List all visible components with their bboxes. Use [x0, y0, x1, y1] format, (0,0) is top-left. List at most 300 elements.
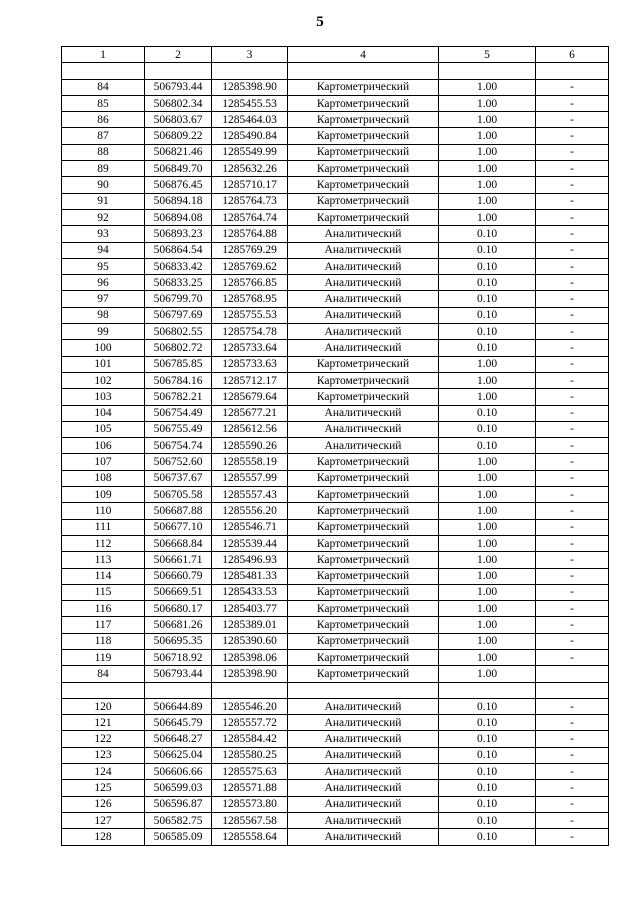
table-cell: 116: [62, 601, 145, 617]
table-cell: 506755.49: [145, 421, 212, 437]
table-cell: 111: [62, 519, 145, 535]
table-cell: Картометрический: [288, 584, 439, 600]
table-cell: -: [536, 487, 609, 503]
table-cell: 1.00: [439, 584, 536, 600]
table-cell: 1285433.53: [212, 584, 288, 600]
table-cell: Картометрический: [288, 617, 439, 633]
table-cell: 506894.08: [145, 209, 212, 225]
table-cell: 101: [62, 356, 145, 372]
table-row: [62, 324, 609, 340]
table-cell: 124: [62, 764, 145, 780]
table-cell: 127: [62, 812, 145, 828]
table-cell: 99: [62, 324, 145, 340]
table-cell: [439, 682, 536, 698]
table-cell: 1.00: [439, 617, 536, 633]
table-cell: 0.10: [439, 829, 536, 845]
table-cell: [62, 63, 145, 79]
table-cell: -: [536, 307, 609, 323]
table-row: [62, 715, 609, 731]
table-cell: 506695.35: [145, 633, 212, 649]
table-cell: Картометрический: [288, 633, 439, 649]
table-cell: 1.00: [439, 568, 536, 584]
table-cell: -: [536, 421, 609, 437]
table-cell: 1285710.17: [212, 177, 288, 193]
table-cell: 1.00: [439, 372, 536, 388]
table-cell: -: [536, 112, 609, 128]
table-cell: 1.00: [439, 128, 536, 144]
table-cell: 1285398.90: [212, 666, 288, 682]
table-cell: Картометрический: [288, 389, 439, 405]
table-cell: -: [536, 601, 609, 617]
table-cell: -: [536, 324, 609, 340]
table-cell: Аналитический: [288, 747, 439, 763]
table-cell: 104: [62, 405, 145, 421]
table-cell: 121: [62, 715, 145, 731]
table-cell: -: [536, 356, 609, 372]
table-row: [62, 291, 609, 307]
page-number: 5: [316, 14, 324, 30]
table-cell: Аналитический: [288, 731, 439, 747]
table-cell: 115: [62, 584, 145, 600]
table-cell: 0.10: [439, 324, 536, 340]
table-cell: 94: [62, 242, 145, 258]
table-row: [62, 454, 609, 470]
header-cell: 2: [145, 47, 212, 63]
table-row: [62, 63, 609, 79]
table-row: [62, 535, 609, 551]
table-cell: 1.00: [439, 519, 536, 535]
table-cell: 85: [62, 95, 145, 111]
table-cell: 506849.70: [145, 161, 212, 177]
table-cell: -: [536, 144, 609, 160]
table-cell: 1285390.60: [212, 633, 288, 649]
table-cell: 126: [62, 796, 145, 812]
table-cell: Аналитический: [288, 242, 439, 258]
table-cell: 1285766.85: [212, 275, 288, 291]
table-row: [62, 568, 609, 584]
table-cell: -: [536, 128, 609, 144]
table-cell: 506809.22: [145, 128, 212, 144]
table-cell: 1.00: [439, 503, 536, 519]
table-row: [62, 242, 609, 258]
table-cell: 112: [62, 535, 145, 551]
table-cell: 506864.54: [145, 242, 212, 258]
table-row: [62, 79, 609, 95]
table-cell: 0.10: [439, 291, 536, 307]
table-cell: Картометрический: [288, 177, 439, 193]
table-cell: Картометрический: [288, 193, 439, 209]
table-cell: 0.10: [439, 307, 536, 323]
table-cell: 1285768.95: [212, 291, 288, 307]
coordinates-table: [61, 46, 609, 846]
table-row: [62, 144, 609, 160]
table-cell: 506782.21: [145, 389, 212, 405]
table-cell: 506680.17: [145, 601, 212, 617]
table-cell: [145, 682, 212, 698]
table-cell: 506645.79: [145, 715, 212, 731]
table-cell: 506802.34: [145, 95, 212, 111]
table-cell: 1285754.78: [212, 324, 288, 340]
table-row: [62, 161, 609, 177]
table-row: [62, 193, 609, 209]
table-cell: 1.00: [439, 144, 536, 160]
header-cell: 5: [439, 47, 536, 63]
table-cell: 506677.10: [145, 519, 212, 535]
table-cell: 506585.09: [145, 829, 212, 845]
table-cell: Картометрический: [288, 470, 439, 486]
table-cell: 1.00: [439, 209, 536, 225]
table-cell: 98: [62, 307, 145, 323]
table-cell: Картометрический: [288, 487, 439, 503]
table-cell: 1285546.71: [212, 519, 288, 535]
table-cell: -: [536, 796, 609, 812]
table-cell: -: [536, 340, 609, 356]
table-cell: 1285755.53: [212, 307, 288, 323]
table-cell: 117: [62, 617, 145, 633]
table-cell: -: [536, 405, 609, 421]
table-cell: Аналитический: [288, 421, 439, 437]
table-cell: 0.10: [439, 340, 536, 356]
table-cell: Картометрический: [288, 161, 439, 177]
table-cell: 1285490.84: [212, 128, 288, 144]
table-cell: 1.00: [439, 487, 536, 503]
table-row: [62, 584, 609, 600]
table-cell: Картометрический: [288, 601, 439, 617]
table-cell: -: [536, 649, 609, 665]
table-cell: 506754.74: [145, 438, 212, 454]
table-cell: 0.10: [439, 812, 536, 828]
table-cell: 1.00: [439, 601, 536, 617]
table-row: [62, 128, 609, 144]
table-cell: 506718.92: [145, 649, 212, 665]
table-cell: 1285769.62: [212, 258, 288, 274]
table-cell: 506752.60: [145, 454, 212, 470]
table-cell: Аналитический: [288, 340, 439, 356]
table-cell: -: [536, 177, 609, 193]
table-cell: -: [536, 389, 609, 405]
table-cell: -: [536, 812, 609, 828]
table-cell: 100: [62, 340, 145, 356]
table-cell: -: [536, 470, 609, 486]
table-cell: 506784.16: [145, 372, 212, 388]
table-cell: 88: [62, 144, 145, 160]
table-cell: [212, 682, 288, 698]
table-cell: 95: [62, 258, 145, 274]
table-cell: 103: [62, 389, 145, 405]
table-cell: -: [536, 95, 609, 111]
table-cell: 506644.89: [145, 698, 212, 714]
table-cell: 506669.51: [145, 584, 212, 600]
table-cell: 84: [62, 79, 145, 95]
table-cell: 118: [62, 633, 145, 649]
table-cell: 0.10: [439, 747, 536, 763]
table-cell: 0.10: [439, 780, 536, 796]
table-cell: 506821.46: [145, 144, 212, 160]
table-cell: 128: [62, 829, 145, 845]
table-cell: 1.00: [439, 161, 536, 177]
table-cell: -: [536, 503, 609, 519]
table-cell: 1285557.72: [212, 715, 288, 731]
table-row: [62, 698, 609, 714]
table-cell: 91: [62, 193, 145, 209]
table-cell: 1285769.29: [212, 242, 288, 258]
table-row: [62, 356, 609, 372]
table-cell: 506802.55: [145, 324, 212, 340]
table-cell: Картометрический: [288, 552, 439, 568]
table-cell: 506681.26: [145, 617, 212, 633]
table-cell: -: [536, 258, 609, 274]
table-cell: 102: [62, 372, 145, 388]
table-row: [62, 747, 609, 763]
table-cell: Аналитический: [288, 405, 439, 421]
table-cell: 506785.85: [145, 356, 212, 372]
table-cell: 1285481.33: [212, 568, 288, 584]
table-row: [62, 226, 609, 242]
table-cell: 1285712.17: [212, 372, 288, 388]
table-cell: Аналитический: [288, 438, 439, 454]
table-row: [62, 649, 609, 665]
table-cell: -: [536, 454, 609, 470]
table-cell: Аналитический: [288, 796, 439, 812]
table-row: [62, 340, 609, 356]
table-cell: 1285580.25: [212, 747, 288, 763]
table-cell: 123: [62, 747, 145, 763]
table-cell: 0.10: [439, 764, 536, 780]
table-cell: 1.00: [439, 193, 536, 209]
table-row: [62, 405, 609, 421]
table-cell: Аналитический: [288, 812, 439, 828]
table-row: [62, 796, 609, 812]
table-cell: 1285764.74: [212, 209, 288, 225]
header-cell: 4: [288, 47, 439, 63]
table-row: [62, 519, 609, 535]
table-row: [62, 275, 609, 291]
table-cell: -: [536, 209, 609, 225]
table-cell: Картометрический: [288, 568, 439, 584]
table-row: [62, 112, 609, 128]
table-cell: 1285733.64: [212, 340, 288, 356]
table-cell: Аналитический: [288, 258, 439, 274]
table-cell: 1285571.88: [212, 780, 288, 796]
table-cell: 84: [62, 666, 145, 682]
table-cell: -: [536, 161, 609, 177]
table-cell: 86: [62, 112, 145, 128]
table-row: [62, 731, 609, 747]
table-cell: 506833.25: [145, 275, 212, 291]
table-cell: 125: [62, 780, 145, 796]
table-cell: 506648.27: [145, 731, 212, 747]
table-cell: 1285590.26: [212, 438, 288, 454]
table-row: [62, 666, 609, 682]
table-cell: 120: [62, 698, 145, 714]
table-cell: 1.00: [439, 470, 536, 486]
table-cell: 1285557.99: [212, 470, 288, 486]
table-cell: 1285558.19: [212, 454, 288, 470]
table-cell: Картометрический: [288, 356, 439, 372]
table-cell: -: [536, 747, 609, 763]
table-cell: 506660.79: [145, 568, 212, 584]
table-cell: 506596.87: [145, 796, 212, 812]
table-cell: 506799.70: [145, 291, 212, 307]
table-cell: 1285556.20: [212, 503, 288, 519]
table-cell: 0.10: [439, 258, 536, 274]
table-cell: 105: [62, 421, 145, 437]
table-cell: [288, 682, 439, 698]
table-cell: 89: [62, 161, 145, 177]
table-cell: -: [536, 633, 609, 649]
table-cell: 0.10: [439, 226, 536, 242]
table-cell: Аналитический: [288, 291, 439, 307]
table-row: [62, 764, 609, 780]
table-cell: 1.00: [439, 666, 536, 682]
table-cell: 506802.72: [145, 340, 212, 356]
table-cell: 1285677.21: [212, 405, 288, 421]
table-cell: 1.00: [439, 552, 536, 568]
table-cell: 1285398.06: [212, 649, 288, 665]
table-row: [62, 470, 609, 486]
table-cell: Аналитический: [288, 715, 439, 731]
table-cell: -: [536, 519, 609, 535]
table-row: [62, 372, 609, 388]
table-cell: Аналитический: [288, 275, 439, 291]
table-cell: Аналитический: [288, 829, 439, 845]
table-cell: -: [536, 372, 609, 388]
table-cell: 0.10: [439, 242, 536, 258]
table-cell: -: [536, 731, 609, 747]
table-cell: -: [536, 829, 609, 845]
table-cell: 506793.44: [145, 666, 212, 682]
table-cell: -: [536, 242, 609, 258]
table-cell: 506606.66: [145, 764, 212, 780]
table-cell: Картометрический: [288, 535, 439, 551]
table-cell: 1285557.43: [212, 487, 288, 503]
table-cell: [536, 666, 609, 682]
table-cell: 1285632.26: [212, 161, 288, 177]
table-cell: 1.00: [439, 356, 536, 372]
table-cell: 1.00: [439, 633, 536, 649]
table-cell: 1285612.56: [212, 421, 288, 437]
table-cell: 506793.44: [145, 79, 212, 95]
table-cell: Аналитический: [288, 324, 439, 340]
table-cell: 506687.88: [145, 503, 212, 519]
table-cell: [439, 63, 536, 79]
table-row: [62, 421, 609, 437]
table-cell: -: [536, 226, 609, 242]
table-cell: -: [536, 764, 609, 780]
table-cell: 97: [62, 291, 145, 307]
table-cell: 1285558.64: [212, 829, 288, 845]
table-cell: 506893.23: [145, 226, 212, 242]
table-cell: -: [536, 552, 609, 568]
table-cell: 122: [62, 731, 145, 747]
table-cell: 506876.45: [145, 177, 212, 193]
table-cell: [288, 63, 439, 79]
table-row: [62, 389, 609, 405]
table-cell: -: [536, 275, 609, 291]
table-cell: Картометрический: [288, 519, 439, 535]
table-cell: 90: [62, 177, 145, 193]
table-cell: 106: [62, 438, 145, 454]
table-row: [62, 780, 609, 796]
table-cell: -: [536, 698, 609, 714]
table-cell: 1285546.20: [212, 698, 288, 714]
table-cell: 0.10: [439, 796, 536, 812]
table-cell: [536, 682, 609, 698]
table-cell: 1.00: [439, 389, 536, 405]
table-cell: -: [536, 79, 609, 95]
table-cell: 110: [62, 503, 145, 519]
table-cell: Картометрический: [288, 372, 439, 388]
table-cell: 1.00: [439, 454, 536, 470]
table-cell: 1.00: [439, 79, 536, 95]
table-cell: -: [536, 780, 609, 796]
table-cell: [145, 63, 212, 79]
table-row: [62, 209, 609, 225]
table-header-row: [62, 47, 609, 63]
table-cell: [536, 63, 609, 79]
table-cell: 1.00: [439, 177, 536, 193]
table-cell: -: [536, 291, 609, 307]
table-cell: 1285403.77: [212, 601, 288, 617]
table-cell: 114: [62, 568, 145, 584]
table-row: [62, 503, 609, 519]
table-cell: 1285575.63: [212, 764, 288, 780]
table-cell: 506833.42: [145, 258, 212, 274]
table-cell: 506668.84: [145, 535, 212, 551]
table-cell: Аналитический: [288, 307, 439, 323]
table-cell: 1285549.99: [212, 144, 288, 160]
table-cell: -: [536, 193, 609, 209]
table-cell: Картометрический: [288, 649, 439, 665]
table-cell: -: [536, 535, 609, 551]
table-cell: -: [536, 584, 609, 600]
table-row: [62, 95, 609, 111]
table-cell: Аналитический: [288, 764, 439, 780]
table-row: [62, 633, 609, 649]
header-cell: 6: [536, 47, 609, 63]
table-cell: 1285584.42: [212, 731, 288, 747]
table-cell: Аналитический: [288, 698, 439, 714]
table-cell: [62, 682, 145, 698]
table-cell: 0.10: [439, 421, 536, 437]
table-cell: 1.00: [439, 649, 536, 665]
table-cell: 506625.04: [145, 747, 212, 763]
table-cell: 506797.69: [145, 307, 212, 323]
header-cell: 1: [62, 47, 145, 63]
table-cell: 1285389.01: [212, 617, 288, 633]
table-cell: 1285398.90: [212, 79, 288, 95]
table-cell: 1285733.63: [212, 356, 288, 372]
table-cell: 108: [62, 470, 145, 486]
table-row: [62, 682, 609, 698]
table-cell: 107: [62, 454, 145, 470]
table-cell: 1285679.64: [212, 389, 288, 405]
table-cell: Картометрический: [288, 128, 439, 144]
table-cell: -: [536, 438, 609, 454]
table-cell: Картометрический: [288, 503, 439, 519]
table-cell: 0.10: [439, 715, 536, 731]
table-cell: 1285573.80: [212, 796, 288, 812]
table-cell: 1285764.73: [212, 193, 288, 209]
table-cell: Картометрический: [288, 144, 439, 160]
table-row: [62, 307, 609, 323]
table-cell: Картометрический: [288, 112, 439, 128]
table-cell: 506737.67: [145, 470, 212, 486]
table-cell: 0.10: [439, 731, 536, 747]
table-cell: Картометрический: [288, 79, 439, 95]
table-cell: 0.10: [439, 405, 536, 421]
table-cell: 506754.49: [145, 405, 212, 421]
